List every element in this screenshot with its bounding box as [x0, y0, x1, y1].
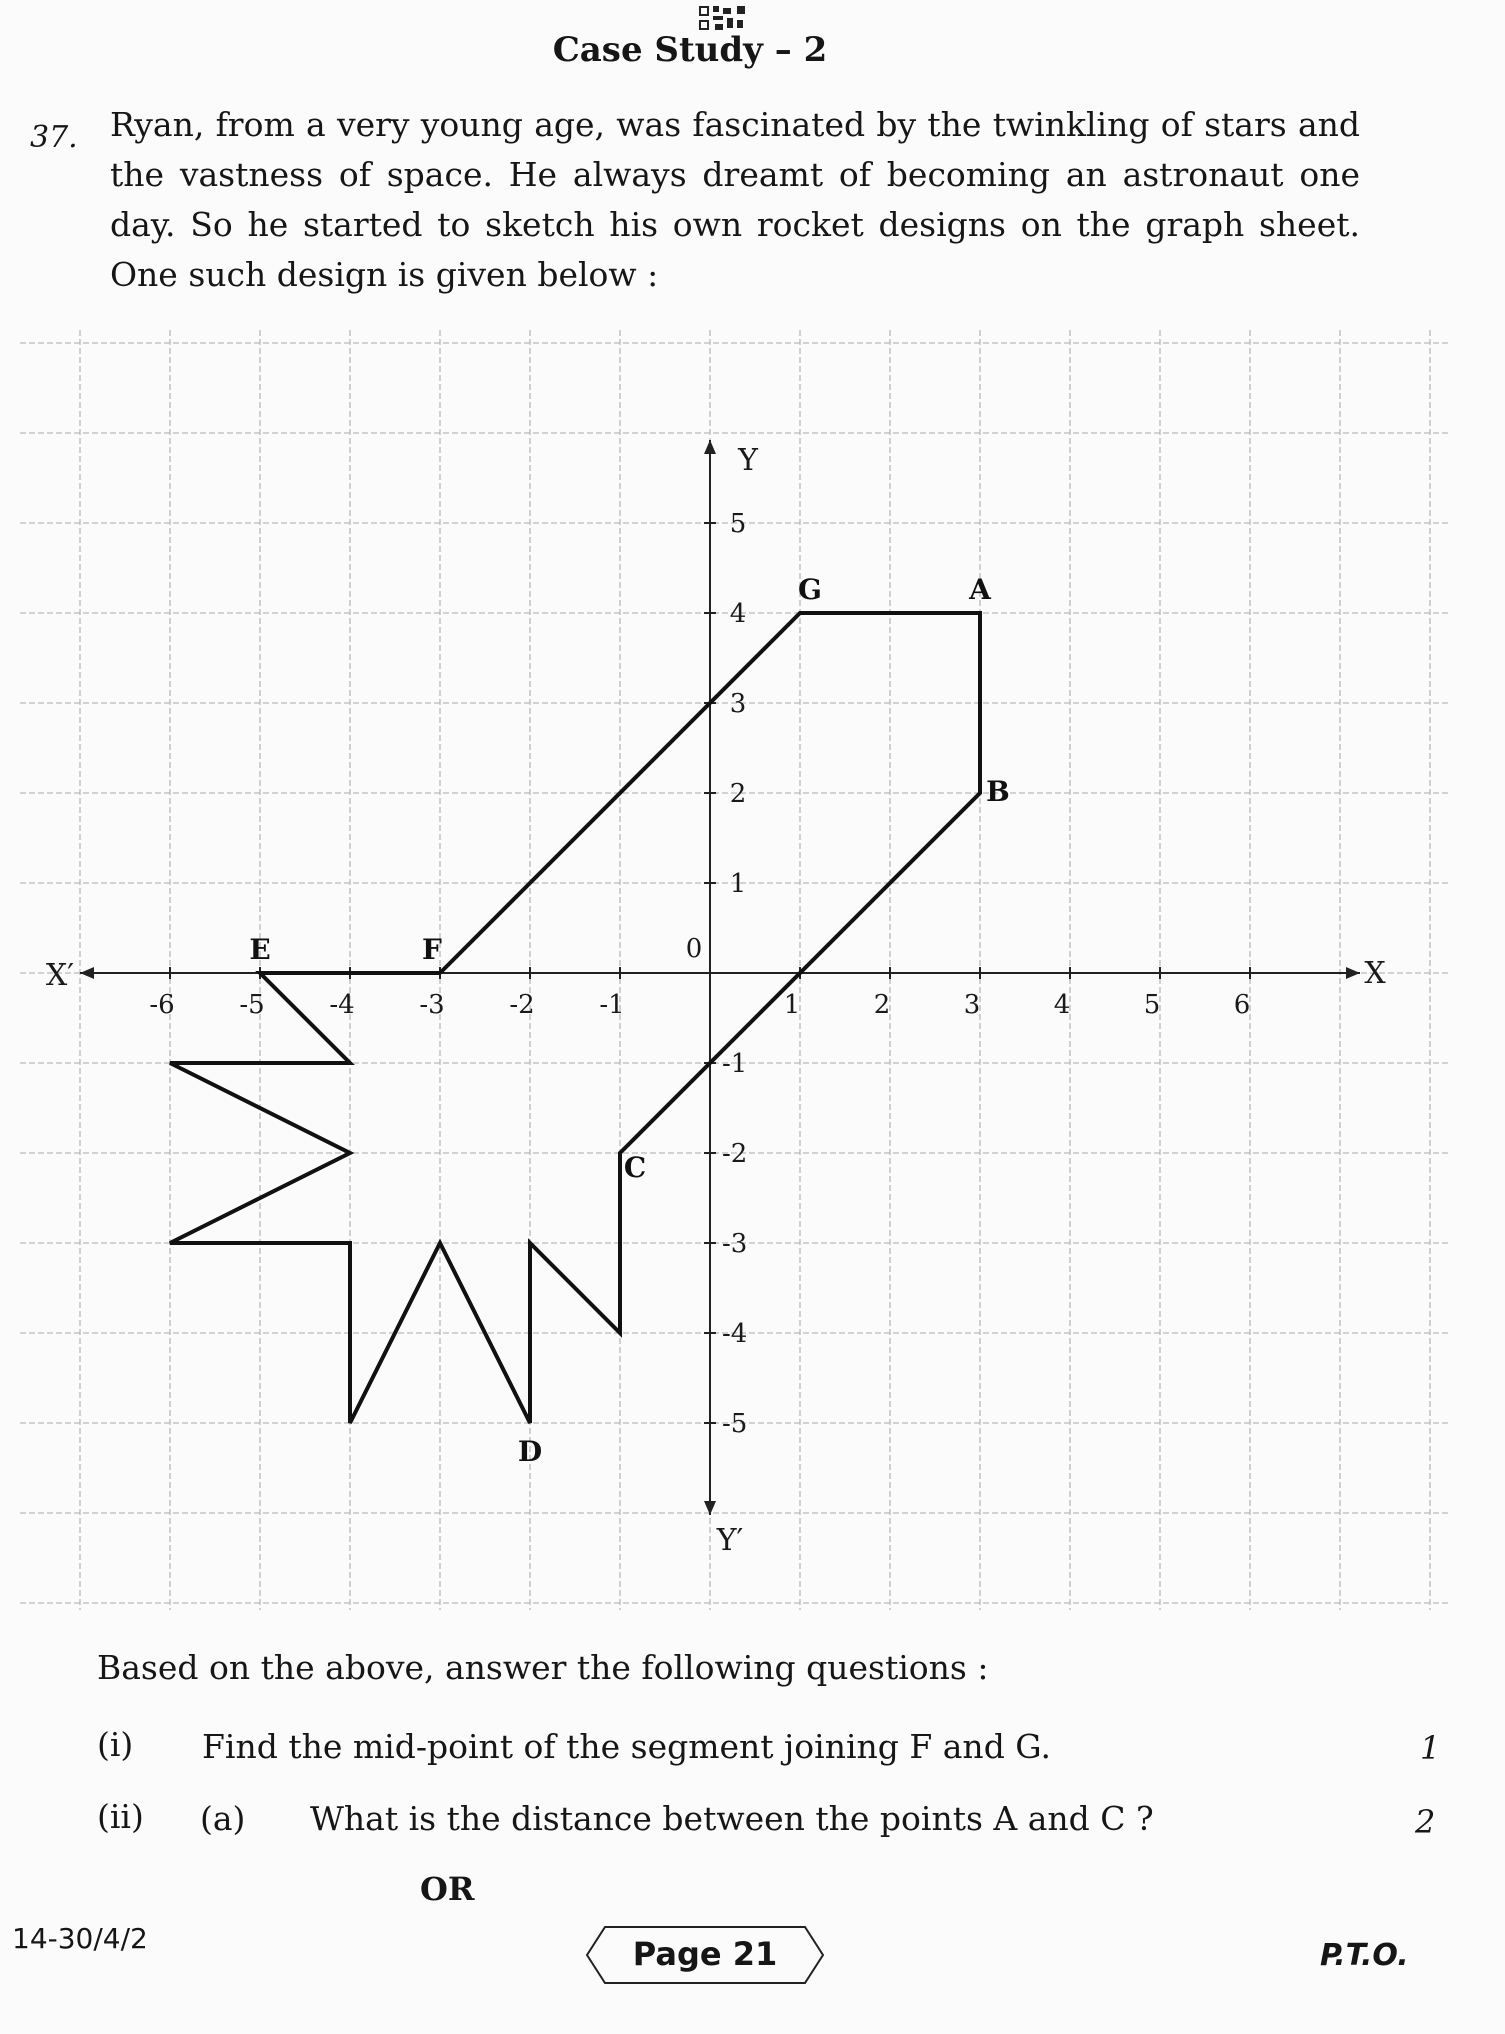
x-axis-arrow — [1346, 967, 1360, 979]
point-label-g: G — [798, 573, 822, 606]
x-tick-label: 1 — [783, 990, 801, 1020]
point-labels — [249, 573, 1010, 1468]
x-tick-label: -5 — [239, 990, 265, 1020]
x-tick-label: 5 — [1143, 990, 1161, 1020]
y-tick-label: 2 — [729, 779, 747, 809]
point-label-d: D — [517, 1435, 543, 1468]
graph-tick-labels — [46, 443, 1386, 1558]
y-axis-neg-label: Y′ — [716, 1523, 744, 1558]
graph-axes — [80, 440, 1360, 1515]
page-title: Case Study – 2 — [552, 30, 828, 70]
question-ii-marks: 2 — [1415, 1803, 1436, 1841]
rocket-graph — [0, 320, 1505, 1630]
rocket-path — [170, 613, 980, 1423]
y-tick-label: -4 — [722, 1319, 748, 1349]
x-tick-label: 2 — [873, 990, 891, 1020]
question-ii-sub: (a) — [200, 1799, 246, 1838]
question-ii-text: What is the distance between the points A and C ? — [310, 1799, 1154, 1838]
point-label-c: C — [623, 1151, 647, 1184]
x-tick-label: 3 — [963, 990, 981, 1020]
point-label-e: E — [249, 933, 271, 966]
y-axis-label: Y — [738, 443, 758, 478]
rocket-outline — [170, 613, 980, 1423]
paper-code: 14-30/4/2 — [12, 1922, 148, 1955]
y-tick-label: -3 — [722, 1229, 748, 1259]
y-tick-label: -5 — [722, 1409, 748, 1439]
x-axis-label: X — [1364, 956, 1386, 991]
y-tick-label: 1 — [729, 869, 747, 899]
y-axis-arrow — [704, 440, 716, 454]
questions-intro: Based on the above, answer the following questions : — [97, 1648, 989, 1687]
y-tick-label: -2 — [722, 1139, 748, 1169]
qr-code-icon — [697, 4, 749, 32]
x-tick-label: 6 — [1233, 990, 1251, 1020]
x-tick-label: 4 — [1053, 990, 1071, 1020]
page-number: Page 21 — [632, 1935, 778, 1973]
point-label-a: A — [969, 573, 991, 606]
point-label-f: F — [422, 933, 442, 966]
point-label-b: B — [986, 775, 1010, 808]
question-number: 37. — [30, 120, 78, 155]
question-ii-number: (ii) — [97, 1797, 144, 1836]
x-tick-label: -3 — [419, 990, 445, 1020]
x-tick-label: -2 — [509, 990, 535, 1020]
pto-label: P.T.O. — [1320, 1938, 1409, 1973]
or-label: OR — [420, 1870, 475, 1908]
y-tick-label: 5 — [729, 509, 747, 539]
question-text: Ryan, from a very young age, was fascinated by the twinkling of stars and the vastness of space. He always dreamt of becoming an astronaut one day. So he started to sketch his own rocket designs on the graph sheet. One such design is given below : — [110, 105, 1360, 294]
y-tick-label: 4 — [729, 599, 747, 629]
y-tick-label: -1 — [722, 1049, 748, 1079]
question-i-marks: 1 — [1420, 1729, 1441, 1767]
x-axis-neg-arrow — [80, 967, 94, 979]
x-axis-neg-label: X′ — [45, 958, 75, 993]
x-tick-label: -4 — [329, 990, 355, 1020]
x-tick-label: -6 — [149, 990, 175, 1020]
question-i-number: (i) — [97, 1725, 134, 1764]
x-tick-label: -1 — [599, 990, 625, 1020]
question-i-text: Find the mid-point of the segment joining F and G. — [202, 1727, 1051, 1766]
y-tick-label: 3 — [729, 689, 747, 719]
origin-label: 0 — [685, 934, 703, 964]
